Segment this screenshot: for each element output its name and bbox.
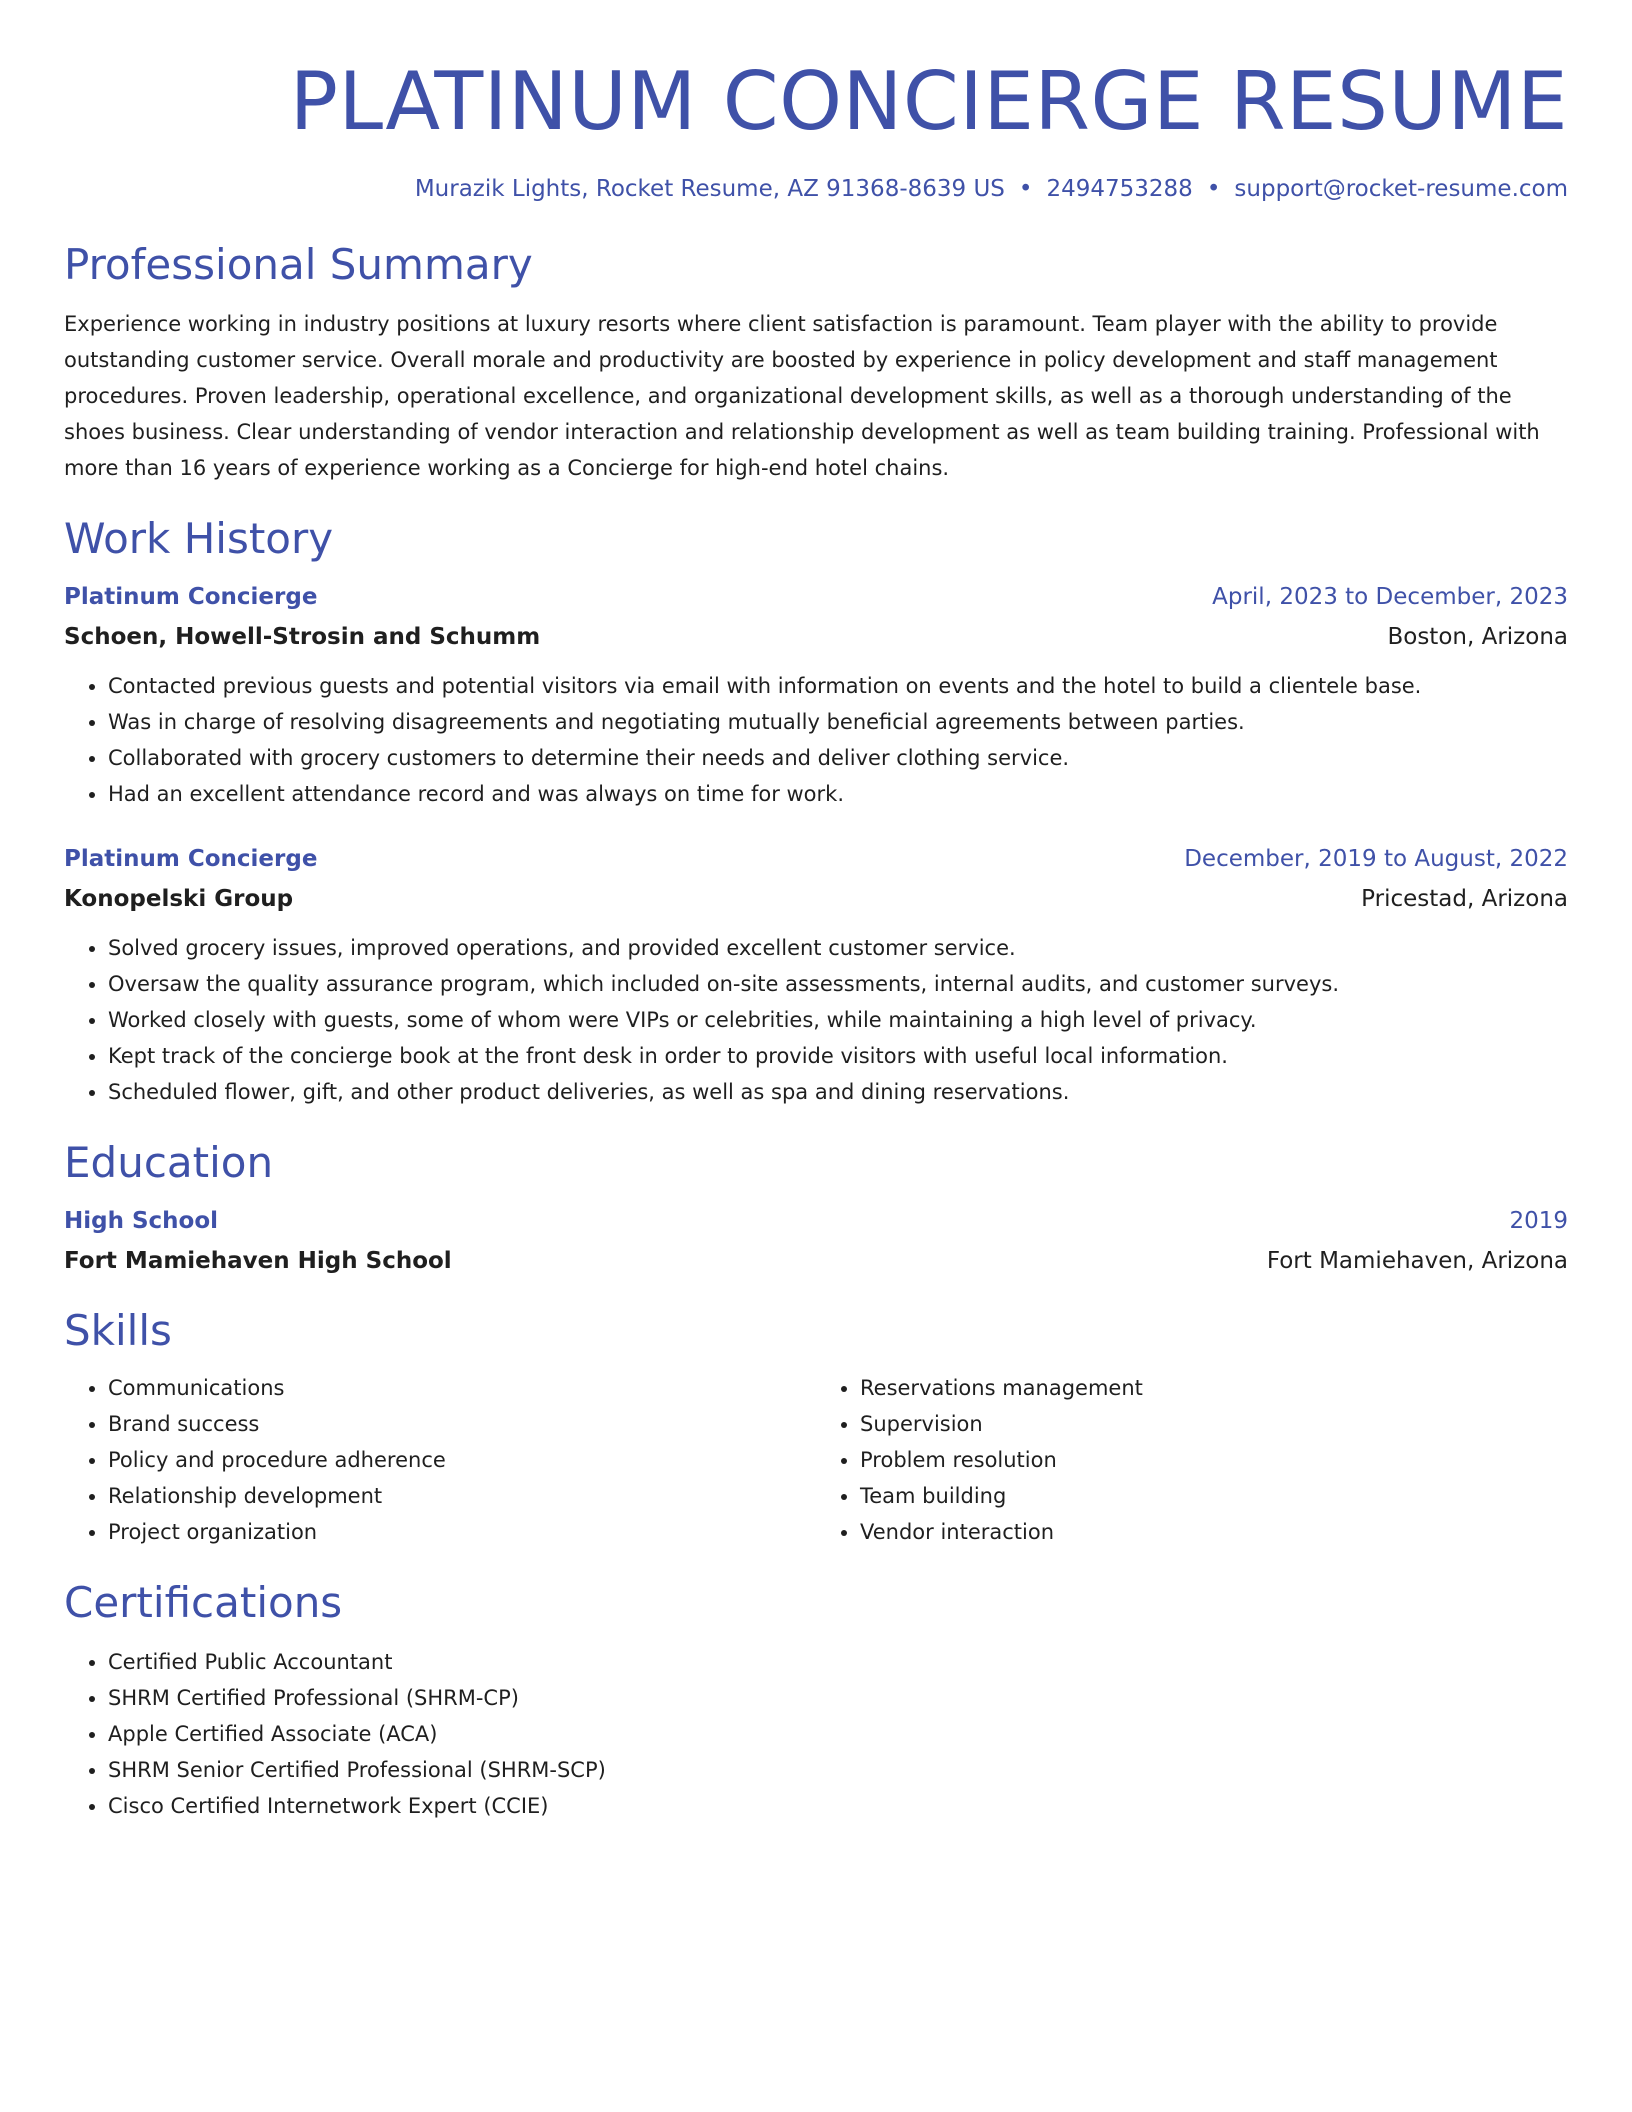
job-bullet: • Scheduled flower, gift, and other product deliveries, as well as spa and dining reservations. [108, 1074, 1568, 1110]
job-bullet: • Contacted previous guests and potential visitors via email with information on events and the hotel to build a clientele base. [108, 668, 1568, 704]
work-history-section [64, 512, 1568, 1110]
certifications-section [64, 1576, 1568, 1824]
job-bullet: • Collaborated with grocery customers to determine their needs and deliver clothing service. [108, 740, 1568, 776]
skill-item: • Vendor interaction [860, 1514, 1568, 1550]
job-bullet: • Had an excellent attendance record and was always on time for work. [108, 776, 1568, 812]
job-role: Platinum Concierge [64, 584, 318, 610]
summary-heading: Professional Summary [64, 240, 533, 289]
job-company-row [64, 614, 1568, 654]
contact-email: support@rocket-resume.com [1234, 176, 1568, 202]
job-bullets [64, 668, 1568, 812]
education-school-row [64, 1238, 1568, 1278]
skills-list-left [64, 1370, 816, 1550]
certifications-list [64, 1644, 1568, 1824]
job-bullet: • Was in charge of resolving disagreements and negotiating mutually beneficial agreements between parties. [108, 704, 1568, 740]
job-entry [64, 580, 1568, 812]
resume-title: PLATINUM CONCIERGE RESUME [289, 55, 1568, 148]
contact-separator: • [1206, 176, 1221, 202]
skills-heading: Skills [64, 1306, 172, 1355]
job-company-row [64, 876, 1568, 916]
skills-section [64, 1304, 1568, 1550]
certification-item: • SHRM Senior Certified Professional (SHRM-SCP) [108, 1752, 1568, 1788]
certification-item: • Apple Certified Associate (ACA) [108, 1716, 1568, 1752]
certification-item: • SHRM Certified Professional (SHRM-CP) [108, 1680, 1568, 1716]
education-degree-row [64, 1204, 1568, 1238]
skill-item: • Communications [108, 1370, 816, 1406]
certifications-heading: Certifications [64, 1578, 343, 1627]
job-title-row [64, 842, 1568, 876]
resume-header [64, 52, 1568, 204]
skill-item: • Supervision [860, 1406, 1568, 1442]
education-section [64, 1136, 1568, 1278]
job-company: Konopelski Group [64, 886, 294, 912]
job-entry [64, 842, 1568, 1110]
education-year: 2019 [1509, 1208, 1568, 1234]
skill-item: • Brand success [108, 1406, 816, 1442]
education-entry [64, 1204, 1568, 1278]
job-role: Platinum Concierge [64, 846, 318, 872]
job-bullet: • Worked closely with guests, some of whom were VIPs or celebrities, while maintaining a high level of privacy. [108, 1002, 1568, 1038]
summary-text: Experience working in industry positions at luxury resorts where client satisfaction is paramount. Team player with the ability to provide outstanding customer service. Overall morale and productivity are boosted by experience in policy development and staff management procedures. Proven leadership, operational excellence, and organizational development skills, as well as a thorough understanding of the shoes business. Clear understanding of vendor interaction and relationship development as well as team building training. Professional with more than 16 years of experience working as a Concierge for high-end hotel chains. [64, 312, 1540, 480]
contact-phone: 2494753288 [1046, 176, 1193, 202]
job-bullets [64, 930, 1568, 1110]
skill-item: • Policy and procedure adherence [108, 1442, 816, 1478]
contact-address: Murazik Lights, Rocket Resume, AZ 91368-8639 US [414, 176, 1005, 202]
job-bullet: • Solved grocery issues, improved operations, and provided excellent customer service. [108, 930, 1568, 966]
skill-item: • Problem resolution [860, 1442, 1568, 1478]
job-bullet: • Oversaw the quality assurance program, which included on-site assessments, internal audits, and customer surveys. [108, 966, 1568, 1002]
contact-separator: • [1018, 176, 1033, 202]
skill-item: • Relationship development [108, 1478, 816, 1514]
job-location: Pricestad, Arizona [1361, 886, 1568, 912]
job-company: Schoen, Howell-Strosin and Schumm [64, 624, 541, 650]
job-title-row [64, 580, 1568, 614]
skill-item: • Project organization [108, 1514, 816, 1550]
education-degree: High School [64, 1208, 219, 1234]
contact-line [64, 174, 1568, 204]
summary-section [64, 238, 1568, 486]
job-location: Boston, Arizona [1387, 624, 1568, 650]
skills-columns [64, 1370, 1568, 1550]
certification-item: • Cisco Certified Internetwork Expert (CCIE) [108, 1788, 1568, 1824]
work-history-heading: Work History [64, 514, 334, 563]
skill-item: • Team building [860, 1478, 1568, 1514]
certification-item: • Certified Public Accountant [108, 1644, 1568, 1680]
skills-list-right [816, 1370, 1568, 1550]
skill-item: • Reservations management [860, 1370, 1568, 1406]
job-dates: April, 2023 to December, 2023 [1212, 584, 1568, 610]
education-heading: Education [64, 1138, 274, 1187]
education-school: Fort Mamiehaven High School [64, 1248, 452, 1274]
job-bullet: • Kept track of the concierge book at the front desk in order to provide visitors with useful local information. [108, 1038, 1568, 1074]
education-location: Fort Mamiehaven, Arizona [1266, 1248, 1568, 1274]
job-dates: December, 2019 to August, 2022 [1184, 846, 1568, 872]
